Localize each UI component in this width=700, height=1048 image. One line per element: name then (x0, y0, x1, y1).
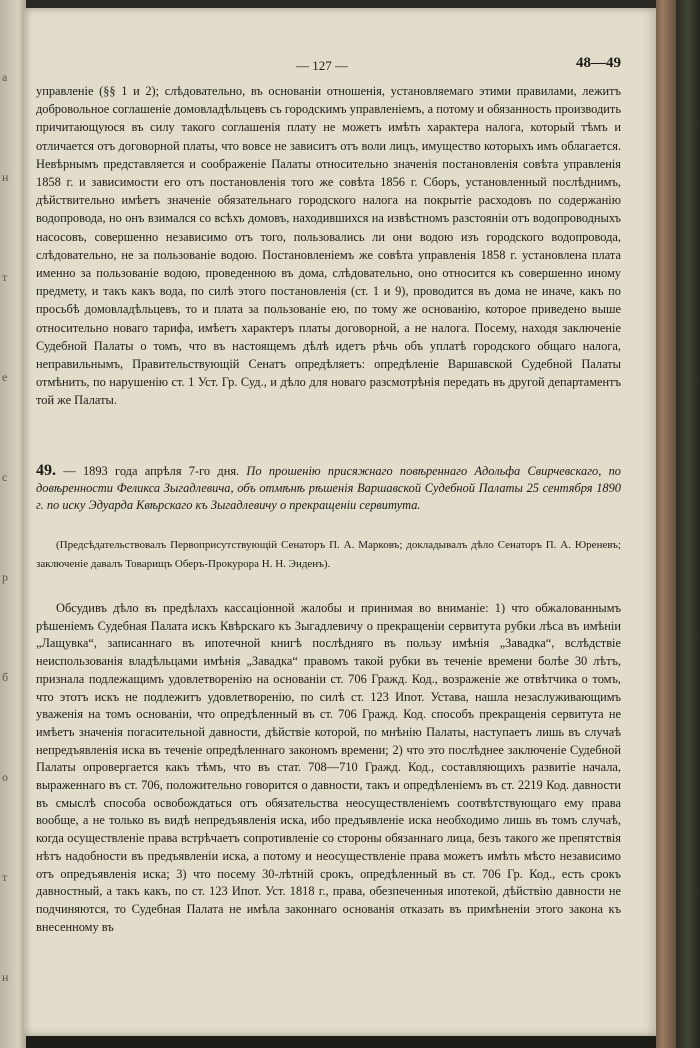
margin-fragment: с (2, 470, 8, 484)
margin-fragment: а (2, 70, 8, 84)
margin-fragment: т (2, 870, 8, 884)
paragraph-continued: управленіе (§§ 1 и 2); слѣдовательно, въ основаніи отношенія, установляемаго этими правилами, лежитъ добровольное соглашеніе домовладѣльцевъ съ городскимъ управленіемъ, а потому и обязанность производить причитающуюся въ силу такого соглашенія плату не можетъ имѣть характера налога, который тѣмъ и отличается отъ договорной платы, что вовсе не зависитъ отъ воли лицъ, имущество которыхъ имъ облагается. Невѣрнымъ представляется и соображеніе Палаты относительно значенія постановленія совѣта управленія 1858 г. и зависимости его отъ постановленія того же совѣта 1856 г. Сборъ, установленный послѣднимъ, дѣйствительно имѣетъ значеніе обязательнаго городского налога на покрытіе расходовъ по содержанію водопровода, но онъ взимался со всѣхъ домовъ, находившихся на извѣстномъ разстояніи отъ водопроводныхъ насосовъ, совершенно независимо отъ того, пользовались ли они водою изъ городского водопровода, слѣдовательно, не за пользованіе водою. Постановленіемъ же совѣта управленія 1858 г. установлена плата именно за пользованіе водою, проведенною въ дома, слѣдовательно, оно относится къ совершенно иному предмету, и такъ какъ вода, по силѣ этого постановленія (ст. 1 и 9), проводится въ дома не иначе, какъ по просьбѣ домовладѣльцевъ, то и плата за пользованіе ею, по тому же основанію, которое приведено выше относительно новаго тарифа, имѣетъ характеръ платы договорной, а не налога. Посему, находя заключеніе Судебной Палаты о томъ, что въ настоящемъ дѣлѣ идетъ рѣчь объ уплатѣ городского общаго налога, неправильнымъ, Правительствующій Сенатъ опредѣляетъ: опредѣленіе Варшавской Судебной Палаты отмѣнить, по нарушенію ст. 1 Уст. Гр. Суд., и дѣло для новаго разсмотрѣнія передать въ другой департаментъ той же Палаты. (36, 84, 621, 408)
running-head: 48—49 (576, 55, 621, 71)
page-number: — 127 — (296, 58, 348, 73)
case-summary: По прошенію присяжнаго повѣреннаго Адольфа Свирчевскаго, по довѣренности Феликса Зыгадлевича, объ отмѣнѣ рѣшенія Варшавской Судебной Палаты 25 сентября 1890 г. по иску Эдуарда Квѣрскаго къ Зыгадлевичу о прекращеніи сервитута. (36, 464, 621, 512)
case-number: 49. (36, 462, 56, 479)
margin-fragment: т (2, 270, 8, 284)
margin-fragment: е (2, 370, 8, 384)
margin-fragment: н (2, 170, 9, 184)
margin-fragment: р (2, 570, 8, 584)
decision-paragraph: Обсудивъ дѣло въ предѣлахъ кассаціонной жалобы и принимая во вниманіе: 1) что обжалованнымъ рѣшеніемъ Судебная Палата искъ Квѣрскаго къ Зыгадлевичу о прекращеніи сервитута рубки лѣса въ имѣніи „Лащувка“, записаннаго въ ипотечной книгѣ послѣдняго въ пользу имѣнія „Завадка“, вслѣдствіе неиспользованія владѣльцами имѣнія „Завадка“ правомъ такой рубки въ теченіе времени болѣе 30 лѣтъ, признала подлежащимъ удовлетворенію на основаніи ст. 706 Гражд. Код., возраженіе же отвѣтчика о томъ, что этотъ искъ не подлежитъ удовлетворенію, по силѣ ст. 123 Ипот. Устава, нашла незаслуживающимъ уваженія на томъ основаніи, что опредѣленный въ ст. 706 Гражд. Код. способъ прекращенія сервитута не имѣетъ значенія погасительной давности, дѣйствіе которой, по мнѣнію Палаты, наступаетъ лишь въ случаѣ непредъявленія иска въ теченіе опредѣленнаго закономъ времени; 2) что это послѣднее заключеніе Судебной Палаты опровергается какъ тѣмъ, что въ стат. 708—710 Гражд. Код., составляющихъ развитіе начала, выраженнаго въ ст. 706, положительно говорится о давности, такъ и опредѣленіемъ въ ст. 2219 Код. давности въ смыслѣ способа освобождаться отъ обязательства неосуществленіемъ соотвѣтствующаго ему права вообще, а не только въ видѣ непредъявленія иска, ибо предъявленіе иска необходимо лишь въ томъ случаѣ, когда осуществленіе права встрѣчаетъ сопротивленіе со стороны обязаннаго лица, безъ такого же препятствія нѣтъ надобности въ предъявленіи иска, а потому и неосуществленіе права можетъ имѣть мѣсто независимо отъ опредъявленія иска; 3) что посему 30-лѣтній срокъ, опредѣленный въ ст. 706 Гр. Код., есть срокъ давностный, а такъ какъ, по ст. 123 Ипот. Уст. 1818 г., права, обезпеченныя ипотекой, дѣйствію давности не подчиняются, то Судебная Палата не имѣла законнаго основанія отказать въ примѣненіи этого закона къ внесенному въ (36, 601, 621, 934)
left-page-edge (0, 0, 26, 1048)
margin-fragment: о (2, 770, 8, 784)
margin-fragment: б (2, 670, 9, 684)
book-cover-edge (676, 0, 700, 1048)
page-header (36, 55, 621, 76)
margin-fragment: н (2, 970, 9, 984)
case-date: — 1893 года апрѣля 7-го дня. (63, 464, 240, 478)
case-heading (36, 462, 621, 514)
page-stack-edge (656, 0, 678, 1048)
panel-composition: (Предсѣдательствовалъ Первоприсутствующій Сенаторъ П. А. Марковъ; докладывалъ дѣло Сенаторъ П. А. Юреневъ; заключеніе давалъ Товарищъ Оберъ-Прокурора Н. Н. Энденъ). (36, 539, 621, 570)
